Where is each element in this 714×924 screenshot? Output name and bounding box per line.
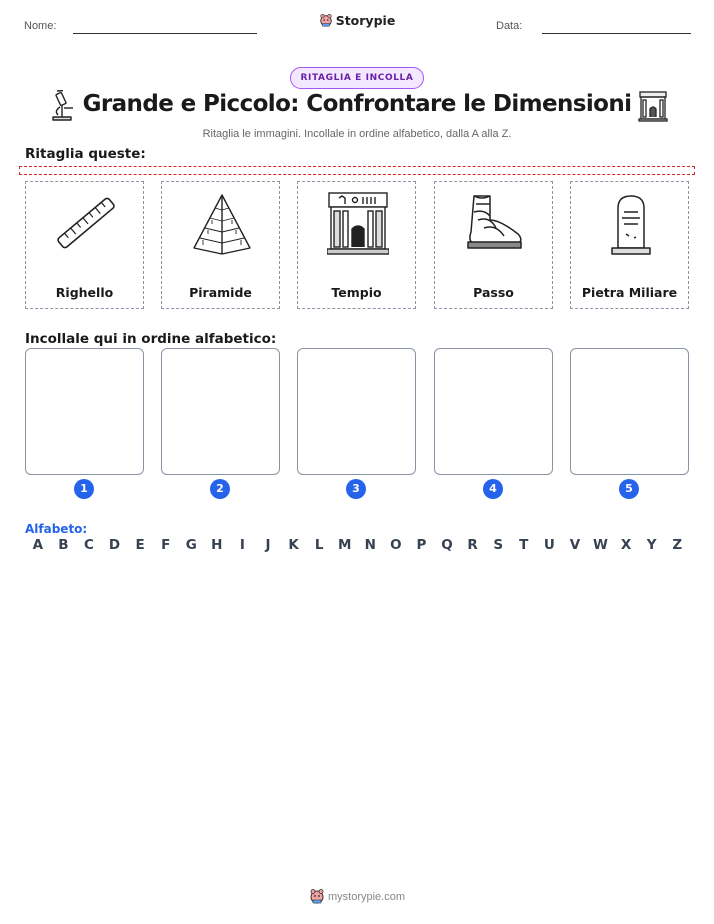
alphabet-letter: D bbox=[108, 537, 121, 553]
alphabet-letter: J bbox=[265, 537, 271, 553]
cut-line bbox=[19, 166, 695, 175]
alphabet-letter: W bbox=[593, 537, 608, 553]
slot-number-4: 4 bbox=[483, 479, 503, 499]
card-label: Passo bbox=[473, 285, 514, 300]
slot-number-3: 3 bbox=[346, 479, 366, 499]
alphabet-letter: U bbox=[543, 537, 555, 553]
alphabet-letter: F bbox=[161, 537, 171, 553]
paste-slot-5[interactable] bbox=[570, 348, 689, 475]
alphabet-letter: N bbox=[364, 537, 376, 553]
alphabet-letter: E bbox=[135, 537, 145, 553]
temple-icon bbox=[638, 90, 668, 122]
instructions: Ritaglia le immagini. Incollale in ordine alfabetico, dalla A alla Z. bbox=[202, 128, 512, 140]
alphabet-letter: M bbox=[338, 537, 352, 553]
alphabet-letter: S bbox=[493, 537, 504, 553]
alphabet-letter: I bbox=[239, 537, 245, 553]
date-label: Data: bbox=[496, 20, 523, 32]
alphabet-letter: G bbox=[185, 537, 197, 553]
alphabet-letter: H bbox=[211, 537, 223, 553]
slot-number-5: 5 bbox=[619, 479, 639, 499]
date-line bbox=[542, 33, 691, 34]
name-line bbox=[73, 33, 257, 34]
alphabet-letter: R bbox=[467, 537, 478, 553]
sandal-icon bbox=[464, 190, 526, 256]
cut-card-milestone[interactable] bbox=[570, 181, 689, 309]
name-label: Nome: bbox=[24, 20, 57, 32]
paste-slot-2[interactable] bbox=[161, 348, 280, 475]
alphabet-letter: Q bbox=[441, 537, 453, 553]
paste-slot-1[interactable] bbox=[25, 348, 144, 475]
milestone-icon bbox=[600, 190, 662, 256]
alphabet-letter: P bbox=[416, 537, 427, 553]
cut-card-pyramid[interactable] bbox=[161, 181, 280, 309]
brand bbox=[0, 13, 714, 28]
cut-section-heading: Ritaglia queste: bbox=[25, 146, 146, 162]
alphabet-letter: Y bbox=[646, 537, 657, 553]
ruler-icon bbox=[55, 190, 117, 256]
paste-section-heading: Incollale qui in ordine alfabetico: bbox=[25, 331, 277, 347]
card-label: Tempio bbox=[331, 285, 382, 300]
alphabet-letter: B bbox=[58, 537, 69, 553]
footer-url[interactable]: mystorypie.com bbox=[327, 891, 406, 903]
activity-badge: RITAGLIA E INCOLLA bbox=[290, 67, 424, 89]
cut-card-sandal[interactable] bbox=[434, 181, 553, 309]
paste-slot-3[interactable] bbox=[297, 348, 416, 475]
paste-slot-4[interactable] bbox=[434, 348, 553, 475]
alphabet-row bbox=[25, 537, 690, 553]
card-label: Pietra Miliare bbox=[581, 285, 678, 300]
card-label: Righello bbox=[55, 285, 114, 300]
storypie-logo-icon bbox=[319, 13, 333, 27]
storypie-logo-icon bbox=[309, 888, 325, 904]
brand-name: Storypie bbox=[335, 13, 396, 28]
cut-card-temple[interactable] bbox=[297, 181, 416, 309]
alphabet-letter: K bbox=[288, 537, 299, 553]
temple-icon bbox=[327, 190, 389, 256]
page-title: Grande e Piccolo: Confrontare le Dimensioni bbox=[82, 91, 632, 117]
alphabet-letter: Z bbox=[672, 537, 683, 553]
alphabet-heading: Alfabeto: bbox=[25, 522, 88, 536]
cut-card-ruler[interactable] bbox=[25, 181, 144, 309]
pyramid-icon bbox=[191, 190, 253, 256]
alphabet-letter: V bbox=[569, 537, 581, 553]
alphabet-letter: L bbox=[314, 537, 324, 553]
card-label: Piramide bbox=[189, 285, 252, 300]
slot-number-2: 2 bbox=[210, 479, 230, 499]
slot-number-1: 1 bbox=[74, 479, 94, 499]
alphabet-letter: O bbox=[390, 537, 402, 553]
alphabet-letter: C bbox=[83, 537, 94, 553]
alphabet-letter: A bbox=[32, 537, 44, 553]
footer bbox=[0, 888, 714, 904]
alphabet-letter: X bbox=[620, 537, 632, 553]
alphabet-letter: T bbox=[519, 537, 529, 553]
